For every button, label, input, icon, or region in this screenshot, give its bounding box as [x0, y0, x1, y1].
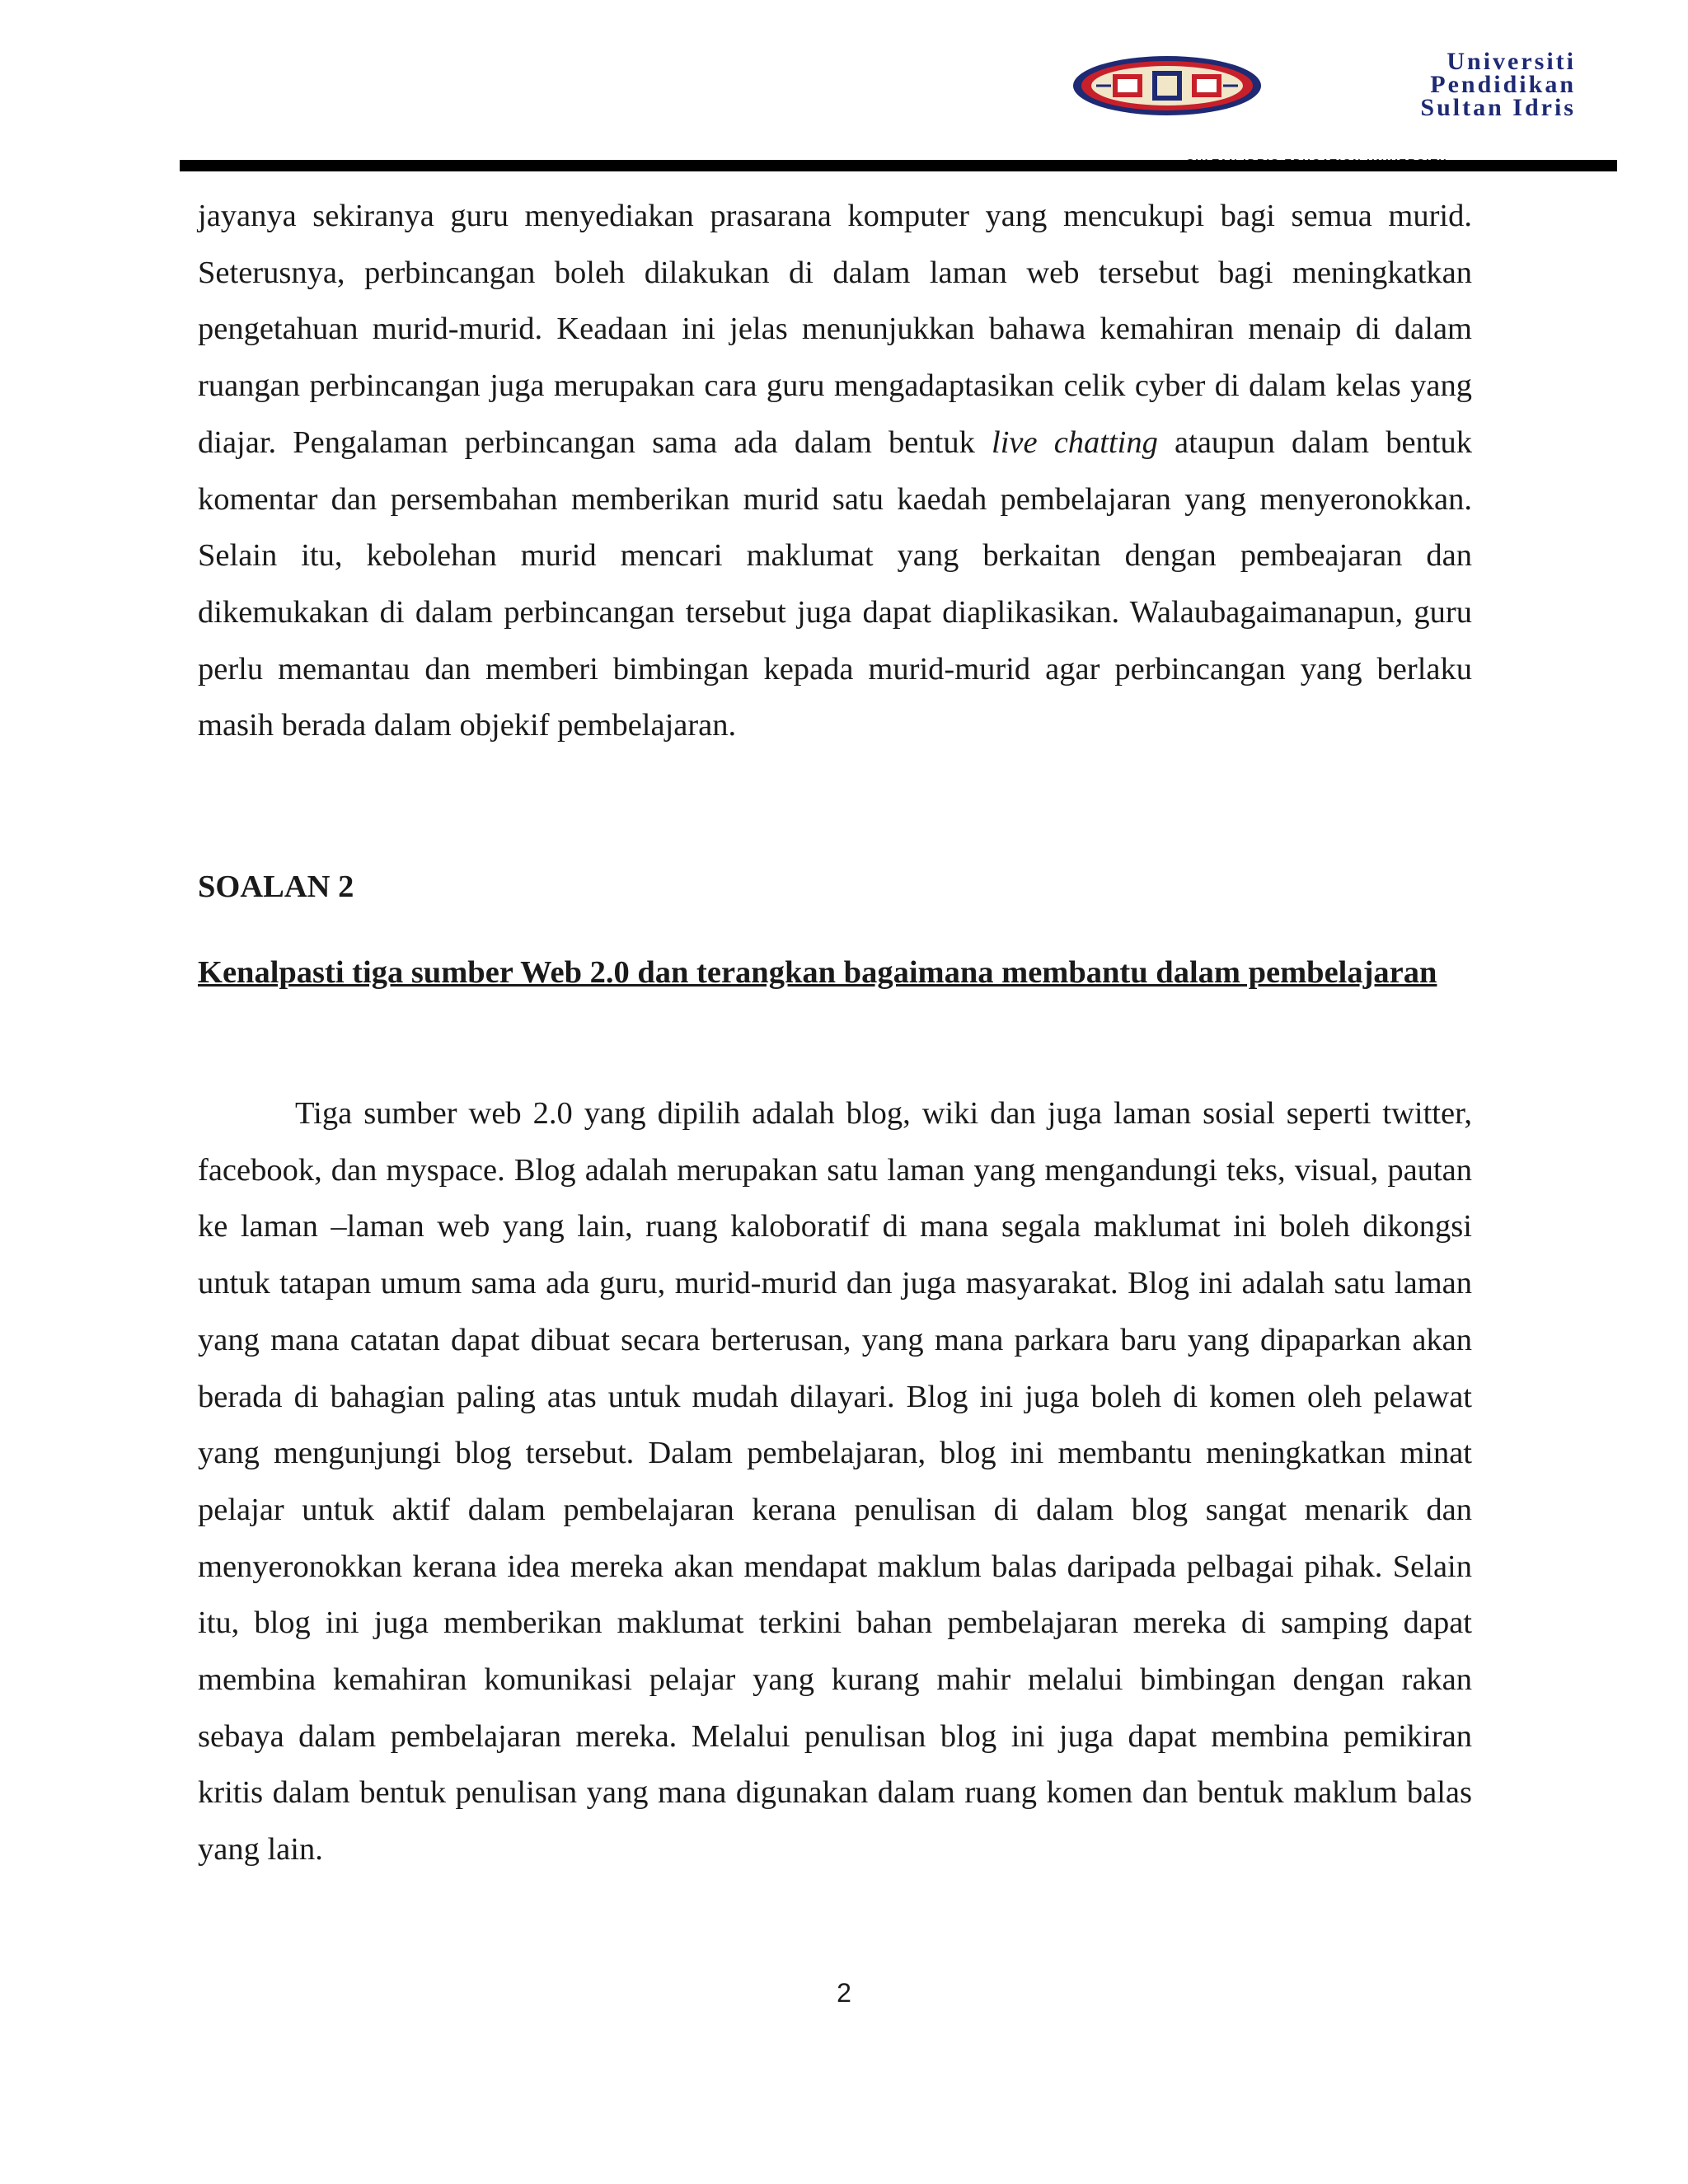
body-paragraph-1 — [198, 188, 1472, 754]
section-heading: SOALAN 2 — [198, 869, 354, 904]
header-rule — [180, 160, 1617, 171]
wordmark-line-2: Pendidikan — [1430, 71, 1576, 98]
section-heading-block — [198, 859, 1472, 916]
university-wordmark — [1271, 49, 1576, 125]
paragraph-1-text-b: ataupun dalam bentuk komentar dan persembahan memberikan murid satu kaedah pembelajaran yang menyeronokkan. Selain itu, kebolehan murid mencari maklumat yang berkaitan dengan pembeajaran dan dikemukakan di dalam perbincangan tersebut juga dapat diaplikasikan. Walaubagaimanapun, guru perlu memantau dan memberi bimbingan kepada murid-murid agar perbincangan yang berlaku masih berada dalam objekif pembelajaran. — [198, 424, 1473, 743]
paragraph-1-italic-term: live chatting — [992, 424, 1158, 460]
page-number: 2 — [837, 1978, 851, 2008]
question-heading-block — [198, 944, 1472, 1001]
university-logo — [1071, 49, 1576, 125]
paragraph-1-text-a: jayanya sekiranya guru menyediakan prasarana komputer yang mencukupi bagi semua murid. Seterusnya, perbincangan boleh dilakukan di dalam laman web tersebut bagi meningkatkan pengetahuan murid-murid. Keadaan ini jelas menunjukkan bahawa kemahiran menaip di dalam ruangan perbincangan juga merupakan cara guru mengadaptasikan celik cyber di dalam kelas yang diajar. Pengalaman perbincangan sama ada dalam bentuk — [198, 199, 1472, 460]
paragraph-2-text: Tiga sumber web 2.0 yang dipilih adalah blog, wiki dan juga laman sosial seperti twitter, facebook, dan myspace. Blog adalah merupakan satu laman yang mengandungi teks, visual, pautan ke laman –laman web yang lain, ruang kaloboratif di mana segala maklumat ini boleh dikongsi untuk tatapan umum sama ada guru, murid-murid dan juga masyarakat. Blog ini adalah satu laman yang mana catatan dapat dibuat secara berterusan, yang mana parkara baru yang dipaparkan akan berada di bahagian paling atas untuk mudah dilayari. Blog ini juga boleh di komen oleh pelawat yang mengunjungi blog tersebut. Dalam pembelajaran, blog ini membantu meningkatkan minat pelajar untuk aktif dalam pembelajaran kerana penulisan di dalam blog sangat menarik dan menyeronokkan kerana idea mereka akan mendapat maklum balas daripada pelbagai pihak. Selain itu, blog ini juga memberikan maklumat terkini bahan pembelajaran mereka di samping dapat membina kemahiran komunikasi pelajar yang kurang mahir melalui bimbingan dengan rakan sebaya dalam pembelajaran mereka. Melalui penulisan blog ini juga dapat membina pemikiran kritis dalam bentuk penulisan yang mana digunakan dalam ruang komen dan bentuk maklum balas yang lain. — [198, 1096, 1472, 1868]
body-paragraph-2 — [198, 1085, 1472, 1878]
university-seal-icon — [1071, 54, 1263, 117]
page-header — [0, 0, 1688, 173]
question-heading: Kenalpasti tiga sumber Web 2.0 dan terangkan bagaimana membantu dalam pembelajaran — [198, 955, 1437, 990]
wordmark-line-1: Universiti — [1447, 48, 1576, 75]
wordmark-line-3: Sultan Idris — [1420, 94, 1576, 121]
